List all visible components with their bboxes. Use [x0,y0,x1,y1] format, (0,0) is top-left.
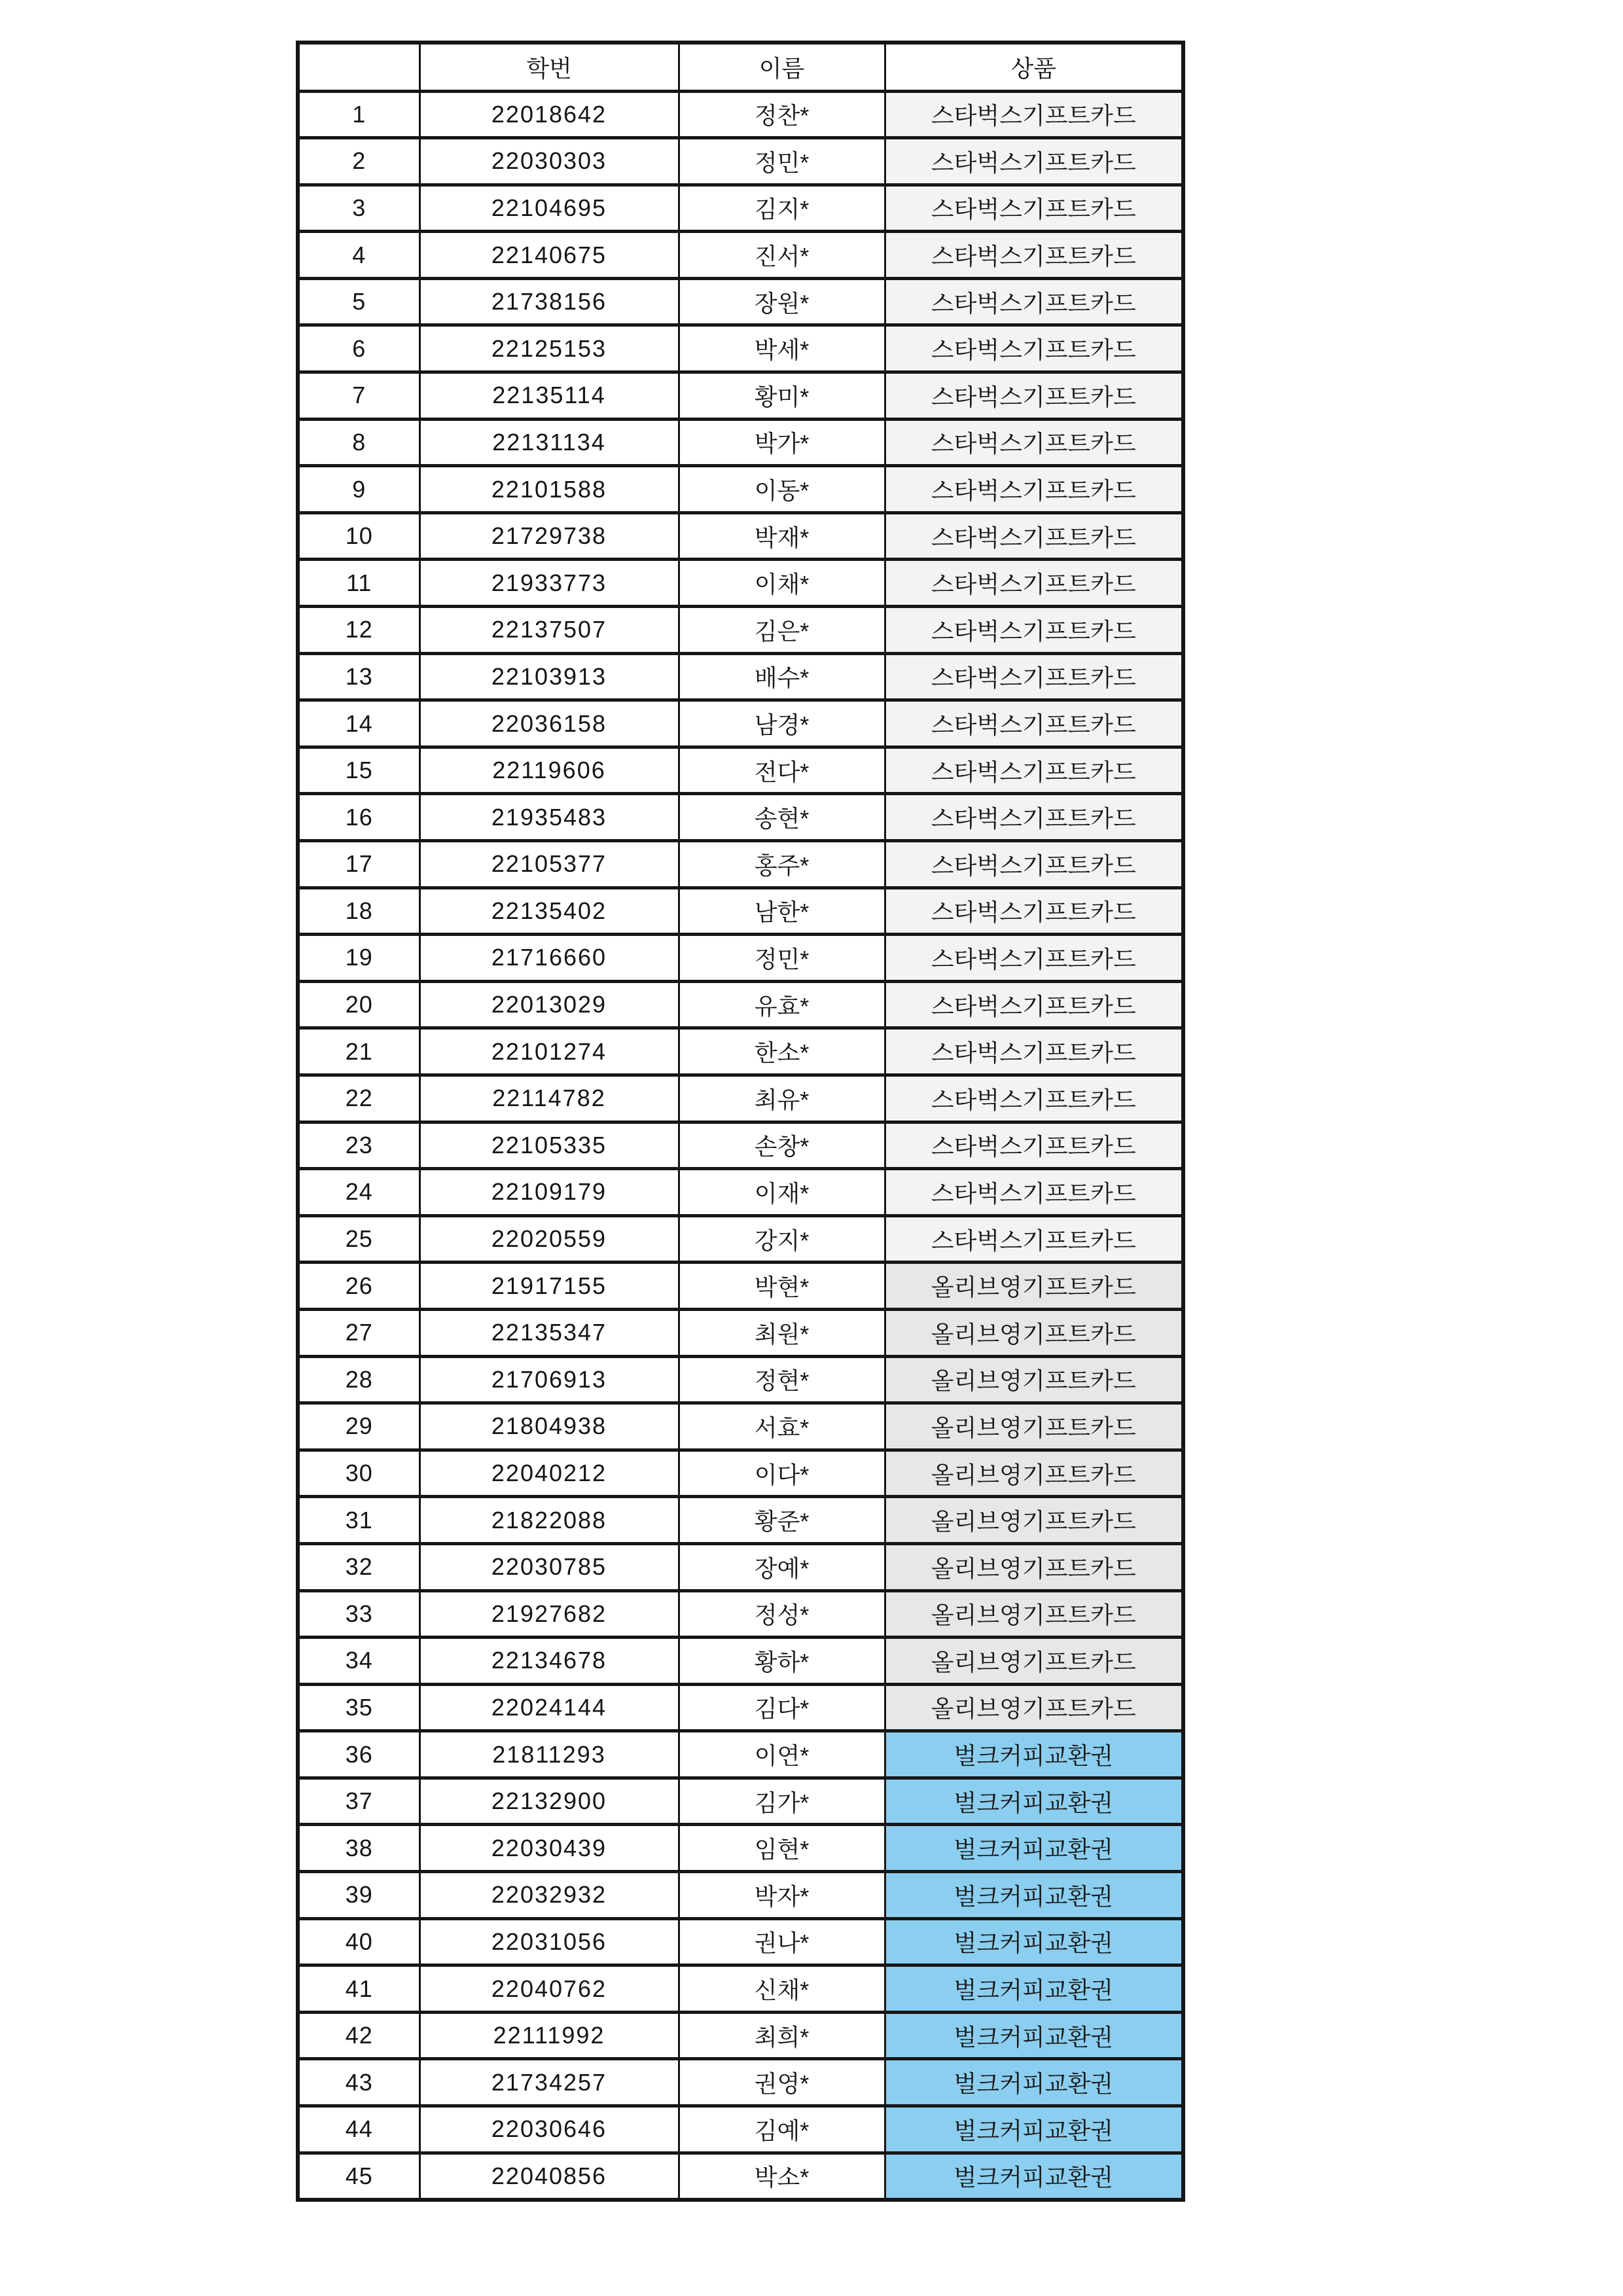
table-row [298,1075,1183,1122]
student-id-cell: 22114782 [419,1075,679,1122]
row-number-cell: 20 [298,981,419,1028]
row-number-cell: 30 [298,1450,419,1497]
name-cell: 최희* [679,2012,885,2059]
row-number-cell: 25 [298,1215,419,1263]
student-id-cell: 22036158 [419,700,679,747]
prize-cell: 스타벅스기프트카드 [885,653,1183,700]
table-row [298,747,1183,794]
table-row [298,1403,1183,1450]
name-cell: 이다* [679,1450,885,1497]
student-id-cell: 22103913 [419,653,679,700]
row-number-cell: 8 [298,419,419,466]
table-row [298,512,1183,560]
name-cell: 이연* [679,1731,885,1778]
prize-cell: 올리브영기프트카드 [885,1403,1183,1450]
table-row [298,1684,1183,1731]
name-cell: 최원* [679,1309,885,1356]
student-id-cell: 22131134 [419,419,679,466]
row-number-cell: 1 [298,91,419,138]
student-id-cell: 21917155 [419,1263,679,1310]
name-cell: 황준* [679,1497,885,1544]
name-cell: 박재* [679,512,885,560]
table-row [298,1122,1183,1169]
prize-cell: 스타벅스기프트카드 [885,560,1183,607]
name-cell: 황미* [679,372,885,420]
row-number-cell: 5 [298,278,419,325]
student-id-cell: 22135114 [419,372,679,420]
prize-cell: 올리브영기프트카드 [885,1356,1183,1403]
table-row [298,278,1183,325]
table-row [298,138,1183,185]
student-id-cell: 21804938 [419,1403,679,1450]
table-row [298,1825,1183,1872]
table-row [298,2059,1183,2106]
row-number-cell: 2 [298,138,419,185]
row-number-cell: 16 [298,794,419,841]
prize-cell: 스타벅스기프트카드 [885,700,1183,747]
prize-cell: 스타벅스기프트카드 [885,747,1183,794]
header-empty-cell [298,43,419,91]
row-number-cell: 4 [298,232,419,279]
table-row [298,372,1183,420]
row-number-cell: 44 [298,2106,419,2153]
name-cell: 이동* [679,466,885,513]
student-id-cell: 21738156 [419,278,679,325]
prize-cell: 올리브영기프트카드 [885,1684,1183,1731]
prize-cell: 벌크커피교환권 [885,1778,1183,1825]
student-id-cell: 21927682 [419,1590,679,1638]
prize-cell: 스타벅스기프트카드 [885,1122,1183,1169]
student-id-cell: 21716660 [419,935,679,982]
name-cell: 최유* [679,1075,885,1122]
row-number-cell: 41 [298,1965,419,2013]
table-row [298,1965,1183,2013]
prize-cell: 올리브영기프트카드 [885,1497,1183,1544]
table-row [298,981,1183,1028]
prize-cell: 올리브영기프트카드 [885,1309,1183,1356]
student-id-cell: 22032932 [419,1872,679,1919]
row-number-cell: 22 [298,1075,419,1122]
student-id-cell: 22111992 [419,2012,679,2059]
student-id-cell: 21729738 [419,512,679,560]
prize-cell: 스타벅스기프트카드 [885,888,1183,935]
row-number-cell: 32 [298,1543,419,1590]
student-id-cell: 22024144 [419,1684,679,1731]
name-cell: 손창* [679,1122,885,1169]
prize-cell: 스타벅스기프트카드 [885,466,1183,513]
table-row [298,1872,1183,1919]
prize-cell: 벌크커피교환권 [885,1918,1183,1965]
prize-cell: 올리브영기프트카드 [885,1543,1183,1590]
header-name: 이름 [679,43,885,91]
student-id-cell: 22013029 [419,981,679,1028]
student-id-cell: 22018642 [419,91,679,138]
name-cell: 송현* [679,794,885,841]
prize-cell: 벌크커피교환권 [885,2106,1183,2153]
row-number-cell: 31 [298,1497,419,1544]
table-row [298,1638,1183,1685]
name-cell: 박가* [679,419,885,466]
prize-cell: 스타벅스기프트카드 [885,1215,1183,1263]
name-cell: 이재* [679,1169,885,1216]
prize-cell: 스타벅스기프트카드 [885,1075,1183,1122]
name-cell: 박현* [679,1263,885,1310]
student-id-cell: 22134678 [419,1638,679,1685]
name-cell: 남한* [679,888,885,935]
student-id-cell: 21811293 [419,1731,679,1778]
student-id-cell: 22040212 [419,1450,679,1497]
row-number-cell: 7 [298,372,419,420]
student-id-cell: 22030646 [419,2106,679,2153]
name-cell: 유효* [679,981,885,1028]
row-number-cell: 28 [298,1356,419,1403]
row-number-cell: 39 [298,1872,419,1919]
name-cell: 정현* [679,1356,885,1403]
student-id-cell: 21734257 [419,2059,679,2106]
student-id-cell: 22040856 [419,2153,679,2200]
student-id-cell: 22030303 [419,138,679,185]
student-id-cell: 22040762 [419,1965,679,2013]
table-row [298,91,1183,138]
table-row [298,2153,1183,2200]
row-number-cell: 21 [298,1028,419,1075]
prize-cell: 스타벅스기프트카드 [885,794,1183,841]
row-number-cell: 38 [298,1825,419,1872]
prize-cell: 스타벅스기프트카드 [885,278,1183,325]
student-id-cell: 22030785 [419,1543,679,1590]
student-id-cell: 22140675 [419,232,679,279]
prize-cell: 스타벅스기프트카드 [885,91,1183,138]
table-row [298,1309,1183,1356]
table-row [298,466,1183,513]
student-id-cell: 22020559 [419,1215,679,1263]
name-cell: 장예* [679,1543,885,1590]
row-number-cell: 36 [298,1731,419,1778]
student-id-cell: 22135347 [419,1309,679,1356]
prize-cell: 스타벅스기프트카드 [885,935,1183,982]
row-number-cell: 18 [298,888,419,935]
prize-cell: 벌크커피교환권 [885,1731,1183,1778]
table-row [298,935,1183,982]
name-cell: 박세* [679,325,885,372]
name-cell: 김다* [679,1684,885,1731]
table-row [298,185,1183,232]
name-cell: 김가* [679,1778,885,1825]
table-row [298,325,1183,372]
header-student-id: 학번 [419,43,679,91]
table-row [298,841,1183,888]
row-number-cell: 17 [298,841,419,888]
table-row [298,560,1183,607]
table-row [298,1497,1183,1544]
name-cell: 박소* [679,2153,885,2200]
table-row [298,1918,1183,1965]
name-cell: 강지* [679,1215,885,1263]
student-id-cell: 22101274 [419,1028,679,1075]
winners-table [296,41,1185,2202]
row-number-cell: 45 [298,2153,419,2200]
student-id-cell: 21822088 [419,1497,679,1544]
row-number-cell: 24 [298,1169,419,1216]
row-number-cell: 27 [298,1309,419,1356]
student-id-cell: 21933773 [419,560,679,607]
prize-cell: 스타벅스기프트카드 [885,232,1183,279]
student-id-cell: 22119606 [419,747,679,794]
prize-cell: 올리브영기프트카드 [885,1450,1183,1497]
prize-cell: 스타벅스기프트카드 [885,138,1183,185]
row-number-cell: 42 [298,2012,419,2059]
prize-cell: 벌크커피교환권 [885,1872,1183,1919]
student-id-cell: 22104695 [419,185,679,232]
row-number-cell: 12 [298,607,419,654]
student-id-cell: 22105377 [419,841,679,888]
name-cell: 장원* [679,278,885,325]
table-row [298,1590,1183,1638]
table-row [298,1215,1183,1263]
header-prize: 상품 [885,43,1183,91]
table-row [298,1731,1183,1778]
prize-cell: 벌크커피교환권 [885,2059,1183,2106]
row-number-cell: 19 [298,935,419,982]
table-row [298,888,1183,935]
name-cell: 정성* [679,1590,885,1638]
prize-cell: 스타벅스기프트카드 [885,607,1183,654]
name-cell: 임현* [679,1825,885,1872]
row-number-cell: 29 [298,1403,419,1450]
name-cell: 전다* [679,747,885,794]
table-row [298,1263,1183,1310]
student-id-cell: 21706913 [419,1356,679,1403]
name-cell: 박자* [679,1872,885,1919]
prize-cell: 올리브영기프트카드 [885,1638,1183,1685]
prize-cell: 스타벅스기프트카드 [885,981,1183,1028]
prize-cell: 벌크커피교환권 [885,2012,1183,2059]
row-number-cell: 35 [298,1684,419,1731]
row-number-cell: 9 [298,466,419,513]
table-row [298,1778,1183,1825]
name-cell: 진서* [679,232,885,279]
table-row [298,2012,1183,2059]
name-cell: 정찬* [679,91,885,138]
table-row [298,2106,1183,2153]
name-cell: 김은* [679,607,885,654]
prize-cell: 스타벅스기프트카드 [885,325,1183,372]
table-body [298,91,1183,2200]
row-number-cell: 43 [298,2059,419,2106]
prize-cell: 스타벅스기프트카드 [885,372,1183,420]
table-row [298,700,1183,747]
row-number-cell: 13 [298,653,419,700]
table-header [298,43,1183,91]
prize-cell: 스타벅스기프트카드 [885,1028,1183,1075]
student-id-cell: 22135402 [419,888,679,935]
row-number-cell: 6 [298,325,419,372]
student-id-cell: 22132900 [419,1778,679,1825]
table-row [298,794,1183,841]
table-row [298,607,1183,654]
prize-cell: 스타벅스기프트카드 [885,1169,1183,1216]
row-number-cell: 26 [298,1263,419,1310]
table-row [298,1543,1183,1590]
name-cell: 정민* [679,935,885,982]
row-number-cell: 23 [298,1122,419,1169]
name-cell: 황하* [679,1638,885,1685]
name-cell: 남경* [679,700,885,747]
row-number-cell: 34 [298,1638,419,1685]
row-number-cell: 10 [298,512,419,560]
student-id-cell: 21935483 [419,794,679,841]
student-id-cell: 22109179 [419,1169,679,1216]
table-row [298,1450,1183,1497]
prize-cell: 벌크커피교환권 [885,1825,1183,1872]
table-row [298,1028,1183,1075]
student-id-cell: 22031056 [419,1918,679,1965]
student-id-cell: 22105335 [419,1122,679,1169]
name-cell: 서효* [679,1403,885,1450]
table-row [298,232,1183,279]
student-id-cell: 22101588 [419,466,679,513]
prize-cell: 스타벅스기프트카드 [885,841,1183,888]
row-number-cell: 40 [298,1918,419,1965]
table-row [298,1356,1183,1403]
name-cell: 정민* [679,138,885,185]
name-cell: 한소* [679,1028,885,1075]
prize-cell: 스타벅스기프트카드 [885,512,1183,560]
name-cell: 권영* [679,2059,885,2106]
prize-cell: 스타벅스기프트카드 [885,419,1183,466]
name-cell: 신채* [679,1965,885,2013]
student-id-cell: 22125153 [419,325,679,372]
prize-cell: 벌크커피교환권 [885,1965,1183,2013]
name-cell: 이채* [679,560,885,607]
prize-cell: 스타벅스기프트카드 [885,185,1183,232]
row-number-cell: 15 [298,747,419,794]
name-cell: 김예* [679,2106,885,2153]
name-cell: 김지* [679,185,885,232]
row-number-cell: 14 [298,700,419,747]
row-number-cell: 3 [298,185,419,232]
row-number-cell: 37 [298,1778,419,1825]
row-number-cell: 11 [298,560,419,607]
name-cell: 홍주* [679,841,885,888]
prize-cell: 벌크커피교환권 [885,2153,1183,2200]
table-row [298,419,1183,466]
student-id-cell: 22137507 [419,607,679,654]
student-id-cell: 22030439 [419,1825,679,1872]
prize-cell: 올리브영기프트카드 [885,1590,1183,1638]
prize-cell: 올리브영기프트카드 [885,1263,1183,1310]
name-cell: 권나* [679,1918,885,1965]
header-row [298,43,1183,91]
table-row [298,1169,1183,1216]
name-cell: 배수* [679,653,885,700]
table-row [298,653,1183,700]
row-number-cell: 33 [298,1590,419,1638]
